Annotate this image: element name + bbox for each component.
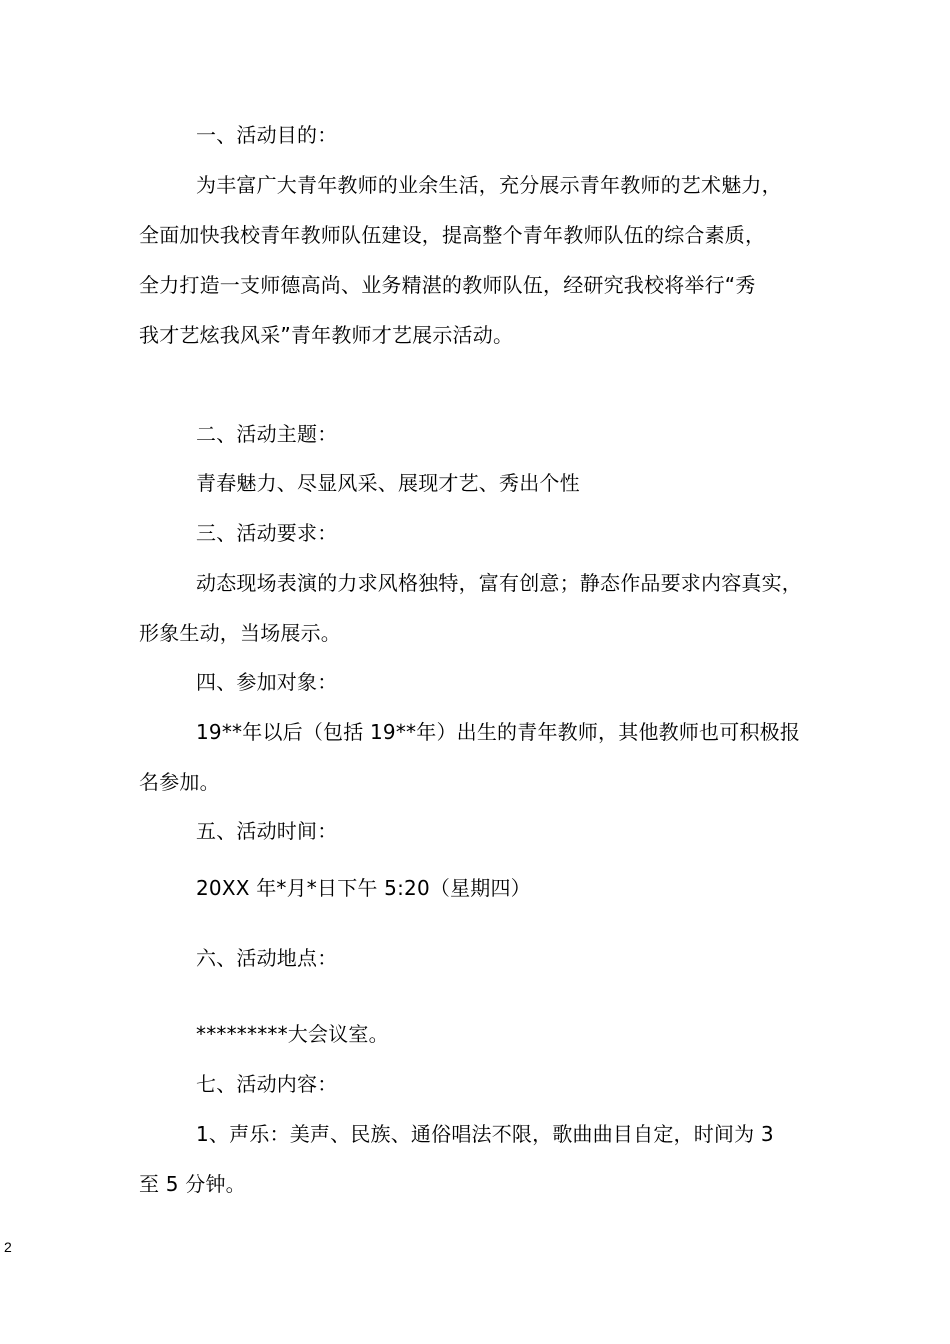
page-number: 2 [4,1239,12,1255]
paragraph-line: 全面加快我校青年教师队伍建设，提高整个青年教师队伍的综合素质， [139,223,766,247]
paragraph-line: 全力打造一支师德高尚、业务精湛的教师队伍，经研究我校将举行“秀 [139,273,756,297]
section-heading-theme: 二、活动主题： [196,422,338,446]
paragraph-line: 20XX 年*月*日下午 5:20（星期四） [196,876,531,900]
paragraph-line: 名参加。 [139,770,220,794]
paragraph-line: 动态现场表演的力求风格独特，富有创意；静态作品要求内容真实， [196,571,802,595]
paragraph-line: 为丰富广大青年教师的业余生活，充分展示青年教师的艺术魅力， [196,173,782,197]
paragraph-line: 青春魅力、尽显风采、展现才艺、秀出个性 [196,471,580,495]
section-heading-location: 六、活动地点： [196,946,338,970]
paragraph-line: 1、声乐：美声、民族、通俗唱法不限，歌曲曲目自定，时间为 3 [196,1122,774,1146]
section-heading-requirements: 三、活动要求： [196,521,338,545]
section-heading-participants: 四、参加对象： [196,670,338,694]
paragraph-line: *********大会议室。 [196,1022,389,1046]
paragraph-line: 我才艺炫我风采”青年教师才艺展示活动。 [139,323,514,347]
paragraph-line: 至 5 分钟。 [139,1172,246,1196]
section-heading-content: 七、活动内容： [196,1072,338,1096]
section-heading-purpose: 一、活动目的： [196,123,338,147]
paragraph-line: 形象生动，当场展示。 [139,621,341,645]
paragraph-line: 19**年以后（包括 19**年）出生的青年教师，其他教师也可积极报 [196,720,801,744]
section-heading-time: 五、活动时间： [196,819,338,843]
